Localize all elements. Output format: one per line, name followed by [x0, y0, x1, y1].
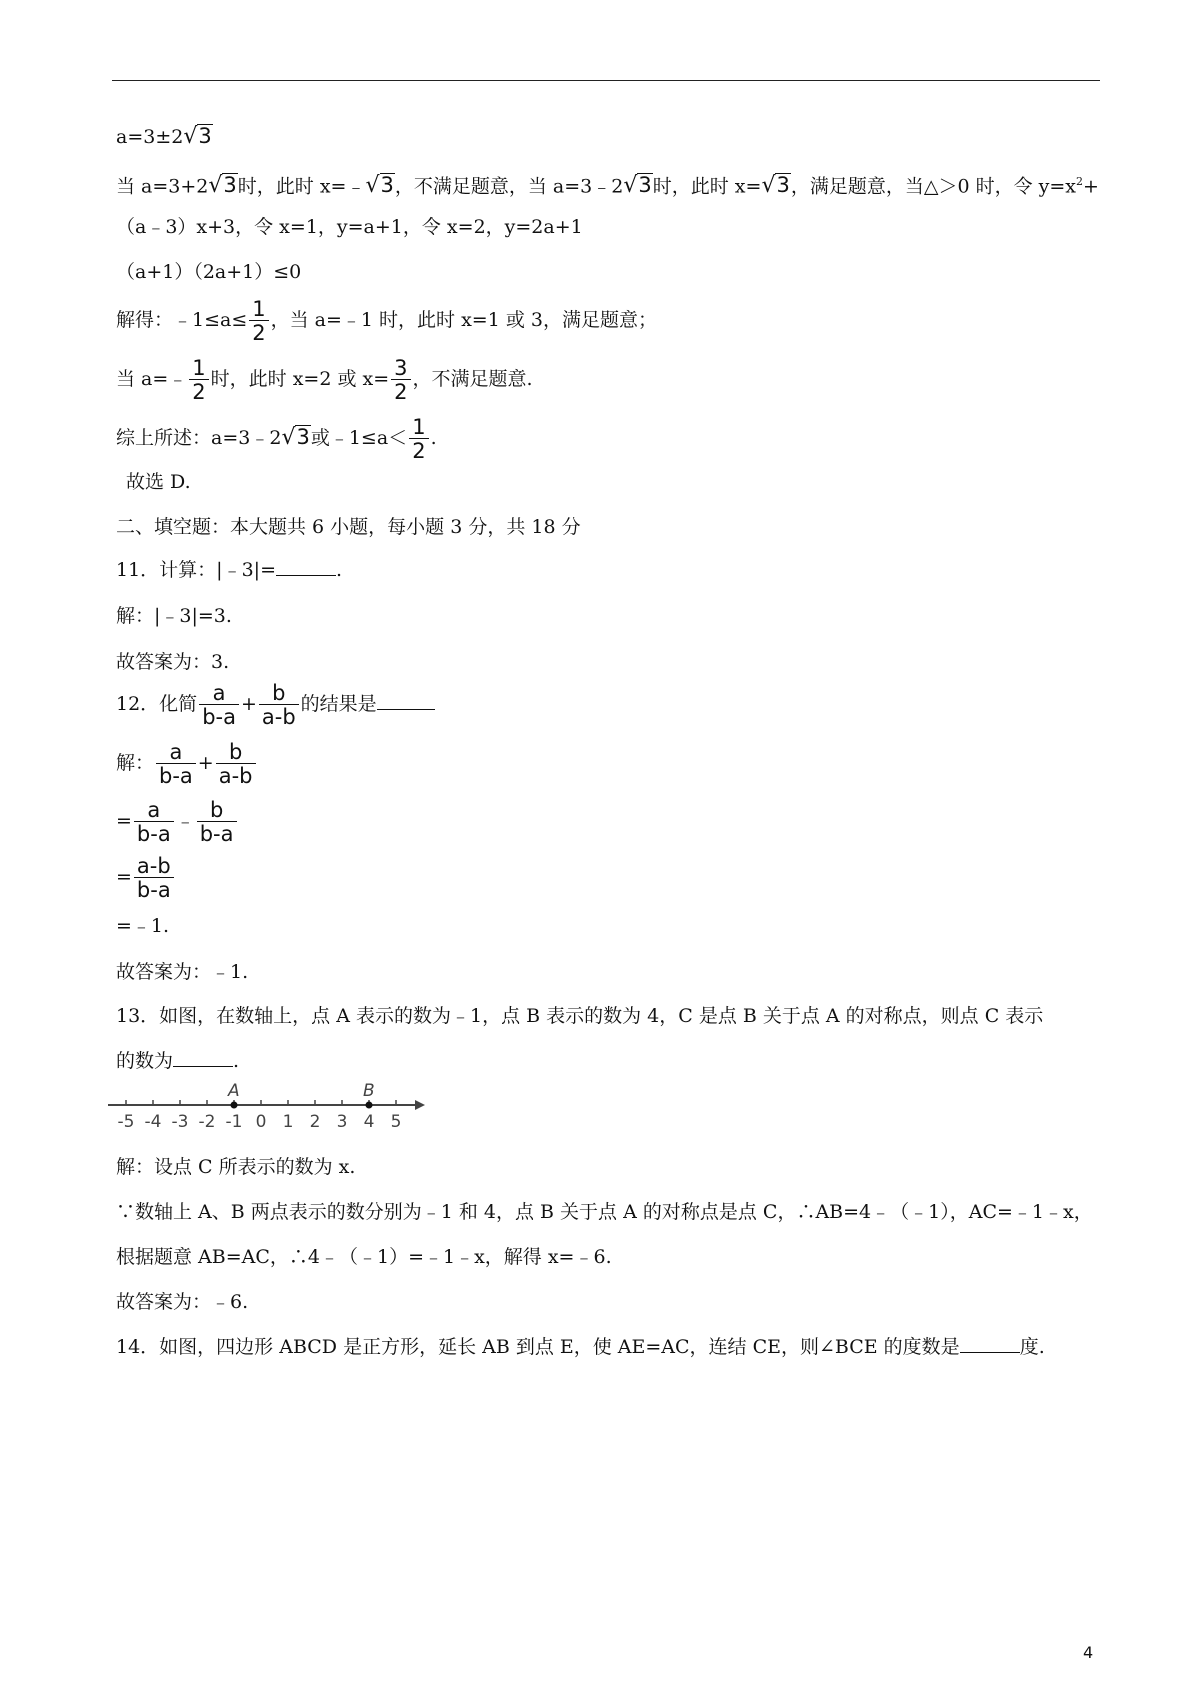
text-fragment: +: [197, 752, 214, 774]
sqrt-3: √3: [623, 173, 652, 199]
number-line-tick-label: 2: [309, 1112, 321, 1132]
solution-11: [116, 603, 232, 629]
text-fragment: 度.: [1019, 1336, 1045, 1358]
sqrt-3: √3: [761, 173, 790, 199]
text-fragment: 2: [189, 379, 208, 403]
text-fragment: a: [169, 740, 183, 764]
text-fragment: =: [116, 810, 132, 832]
text-fragment: 3: [776, 173, 790, 198]
text-fragment: 3: [638, 173, 652, 198]
text-fragment: b-a: [134, 877, 174, 901]
text-fragment: +: [240, 693, 257, 715]
sqrt-3: √3: [365, 173, 394, 199]
answer-blank: [377, 691, 435, 710]
answer-blank: [960, 1334, 1020, 1353]
text-fragment: a-b: [216, 763, 256, 787]
answer-choice-line: [126, 469, 191, 495]
number-line-tick-label: -4: [144, 1112, 162, 1132]
text-fragment: .: [233, 1050, 240, 1072]
text-fragment: 故答案为：﹣6.: [116, 1291, 249, 1313]
text-fragment: 故答案为：﹣1.: [116, 961, 249, 983]
number-line-tick-label: 1: [282, 1112, 294, 1132]
text-fragment: 二、填空题：本大题共 6 小题，每小题 3 分，共 18 分: [116, 516, 581, 538]
fraction-a-over-b-minus-a: [156, 741, 196, 787]
solution-12-line-2: [116, 799, 239, 845]
solution-line-7: [116, 416, 437, 462]
text-fragment: ，不满足题意，当 a=3﹣2: [394, 175, 624, 198]
text-fragment: 2: [409, 438, 428, 462]
fraction-a-over-b-minus-a: [199, 682, 239, 728]
sqrt-3: √3: [208, 173, 237, 199]
arrow-head-icon: [415, 1100, 425, 1110]
text-fragment: a=3±2: [116, 126, 184, 148]
text-fragment: b: [209, 798, 224, 822]
fraction-b-over-b-minus-a: [197, 799, 237, 845]
number-line-figure: [108, 1078, 428, 1138]
text-fragment: 3: [380, 173, 394, 198]
text-fragment: b: [228, 740, 243, 764]
number-line-tick-label: -5: [117, 1112, 135, 1132]
sqrt-3: √3: [281, 425, 310, 450]
exponent: 2: [1076, 175, 1084, 188]
question-12: [116, 682, 435, 728]
text-fragment: （a﹣3）x+3，令 x=1，y=a+1，令 x=2，y=2a+1: [116, 216, 583, 238]
text-fragment: 1: [412, 415, 426, 439]
question-13-line-1: [116, 1003, 1043, 1029]
solution-line-3: [116, 214, 583, 240]
answer-blank: [173, 1048, 233, 1067]
text-fragment: 解得：﹣1≤a≤: [116, 309, 248, 331]
solution-13-line-3: [116, 1244, 612, 1270]
question-13-line-2: [116, 1048, 239, 1074]
text-fragment: ﹣: [175, 810, 195, 832]
text-fragment: 综上所述：a=3﹣2: [116, 427, 282, 449]
text-fragment: b-a: [156, 763, 196, 787]
text-fragment: a-b: [136, 854, 171, 878]
number-line-tick-label: 4: [363, 1112, 375, 1132]
sqrt-3: √3: [183, 124, 212, 149]
text-fragment: .: [336, 559, 343, 581]
number-line-tick-label: -2: [198, 1112, 216, 1132]
text-fragment: 故答案为：3.: [116, 651, 230, 673]
fraction-half: [409, 416, 428, 462]
solution-12-line-1: [116, 741, 258, 787]
section-heading: [116, 514, 581, 540]
text-fragment: 时，此时 x=﹣: [237, 175, 366, 198]
text-fragment: （a+1）（2a+1）≤0: [116, 261, 302, 283]
text-fragment: =﹣1.: [116, 915, 170, 937]
number-line-tick-label: 3: [336, 1112, 348, 1132]
text-fragment: 3: [198, 124, 212, 148]
number-line-tick-label: -1: [225, 1112, 243, 1132]
solution-13-line-1: [116, 1154, 355, 1180]
text-fragment: a: [212, 681, 226, 705]
text-fragment: 解：|﹣3|=3.: [116, 605, 232, 627]
solution-line-2: [116, 169, 1099, 199]
text-fragment: 1: [252, 297, 266, 321]
text-fragment: 3: [223, 173, 237, 198]
solution-line-4: [116, 259, 301, 285]
fraction-half: [189, 357, 208, 403]
text-fragment: 当 a=﹣: [116, 368, 188, 390]
point-a-dot: [231, 1102, 238, 1109]
text-fragment: ，当 a=﹣1 时，此时 x=1 或 3，满足题意；: [270, 309, 657, 331]
text-fragment: 解：设点 C 所表示的数为 x.: [116, 1156, 356, 1178]
point-b-label: B: [363, 1081, 375, 1101]
text-fragment: 12．化简: [116, 693, 198, 715]
text-fragment: 解：: [116, 752, 155, 774]
text-fragment: 故选 D.: [126, 471, 191, 493]
text-fragment: a: [147, 798, 161, 822]
fraction-b-over-a-minus-b: [259, 682, 299, 728]
point-a-label: A: [228, 1081, 240, 1101]
solution-13-line-2: [116, 1199, 1093, 1225]
number-line-tick-label: 0: [255, 1112, 267, 1132]
point-b-dot: [366, 1102, 373, 1109]
fraction-b-over-a-minus-b: [216, 741, 256, 787]
text-fragment: b-a: [197, 821, 237, 845]
solution-line-5: [116, 298, 657, 344]
text-fragment: ，满足题意，当△＞0 时，令 y=x: [790, 175, 1077, 198]
answer-12: [116, 959, 248, 985]
text-fragment: a-b: [259, 704, 299, 728]
text-fragment: 的数为: [116, 1050, 174, 1072]
text-fragment: ∵数轴上 A、B 两点表示的数分别为﹣1 和 4，点 B 关于点 A 的对称点是点 C，∴AB=4﹣（﹣1），AC=﹣1﹣x，: [116, 1201, 1093, 1223]
fraction-a-minus-b-over-b-minus-a: [134, 855, 174, 901]
text-fragment: =: [116, 866, 132, 888]
question-11: [116, 557, 342, 583]
text-fragment: 当 a=3+2: [116, 175, 209, 198]
text-fragment: 3: [394, 356, 408, 380]
text-fragment: 11．计算：|﹣3|=: [116, 559, 276, 581]
text-fragment: b: [272, 681, 286, 705]
answer-13: [116, 1289, 248, 1315]
text-fragment: b-a: [199, 704, 239, 728]
number-line-tick-label: -3: [171, 1112, 189, 1132]
solution-12-line-4: [116, 913, 169, 939]
text-fragment: 时，此时 x=: [652, 175, 762, 198]
text-fragment: 13．如图，在数轴上，点 A 表示的数为﹣1，点 B 表示的数为 4，C 是点 B 关于点 A 的对称点，则点 C 表示: [116, 1005, 1044, 1027]
text-fragment: +: [1083, 175, 1099, 198]
text-fragment: .: [430, 427, 437, 449]
question-14: [116, 1334, 1045, 1360]
page-number: 4: [1083, 1643, 1094, 1662]
text-fragment: 或﹣1≤a＜: [310, 427, 408, 449]
number-line-tick-label: 5: [390, 1112, 402, 1132]
text-fragment: ，不满足题意.: [412, 368, 533, 390]
text-fragment: 的结果是: [300, 693, 377, 715]
text-fragment: 时，此时 x=2 或 x=: [210, 368, 390, 390]
text-fragment: 14．如图，四边形 ABCD 是正方形，延长 AB 到点 E，使 AE=AC，连结 CE，则∠BCE 的度数是: [116, 1336, 960, 1358]
text-fragment: 根据题意 AB=AC，∴4﹣（﹣1）=﹣1﹣x，解得 x=﹣6.: [116, 1246, 612, 1268]
solution-12-line-3: [116, 855, 176, 901]
solution-line-6: [116, 357, 533, 403]
text-fragment: 3: [296, 425, 310, 449]
text-fragment: 1: [192, 356, 206, 380]
fraction-three-halves: [391, 357, 410, 403]
answer-blank: [276, 557, 336, 576]
header-rule: [112, 80, 1100, 81]
text-fragment: b-a: [134, 821, 174, 845]
solution-line-1: [116, 124, 213, 150]
answer-11: [116, 649, 229, 675]
fraction-a-over-b-minus-a: [134, 799, 174, 845]
text-fragment: 2: [249, 320, 268, 344]
text-fragment: 2: [391, 379, 410, 403]
fraction-half: [249, 298, 268, 344]
